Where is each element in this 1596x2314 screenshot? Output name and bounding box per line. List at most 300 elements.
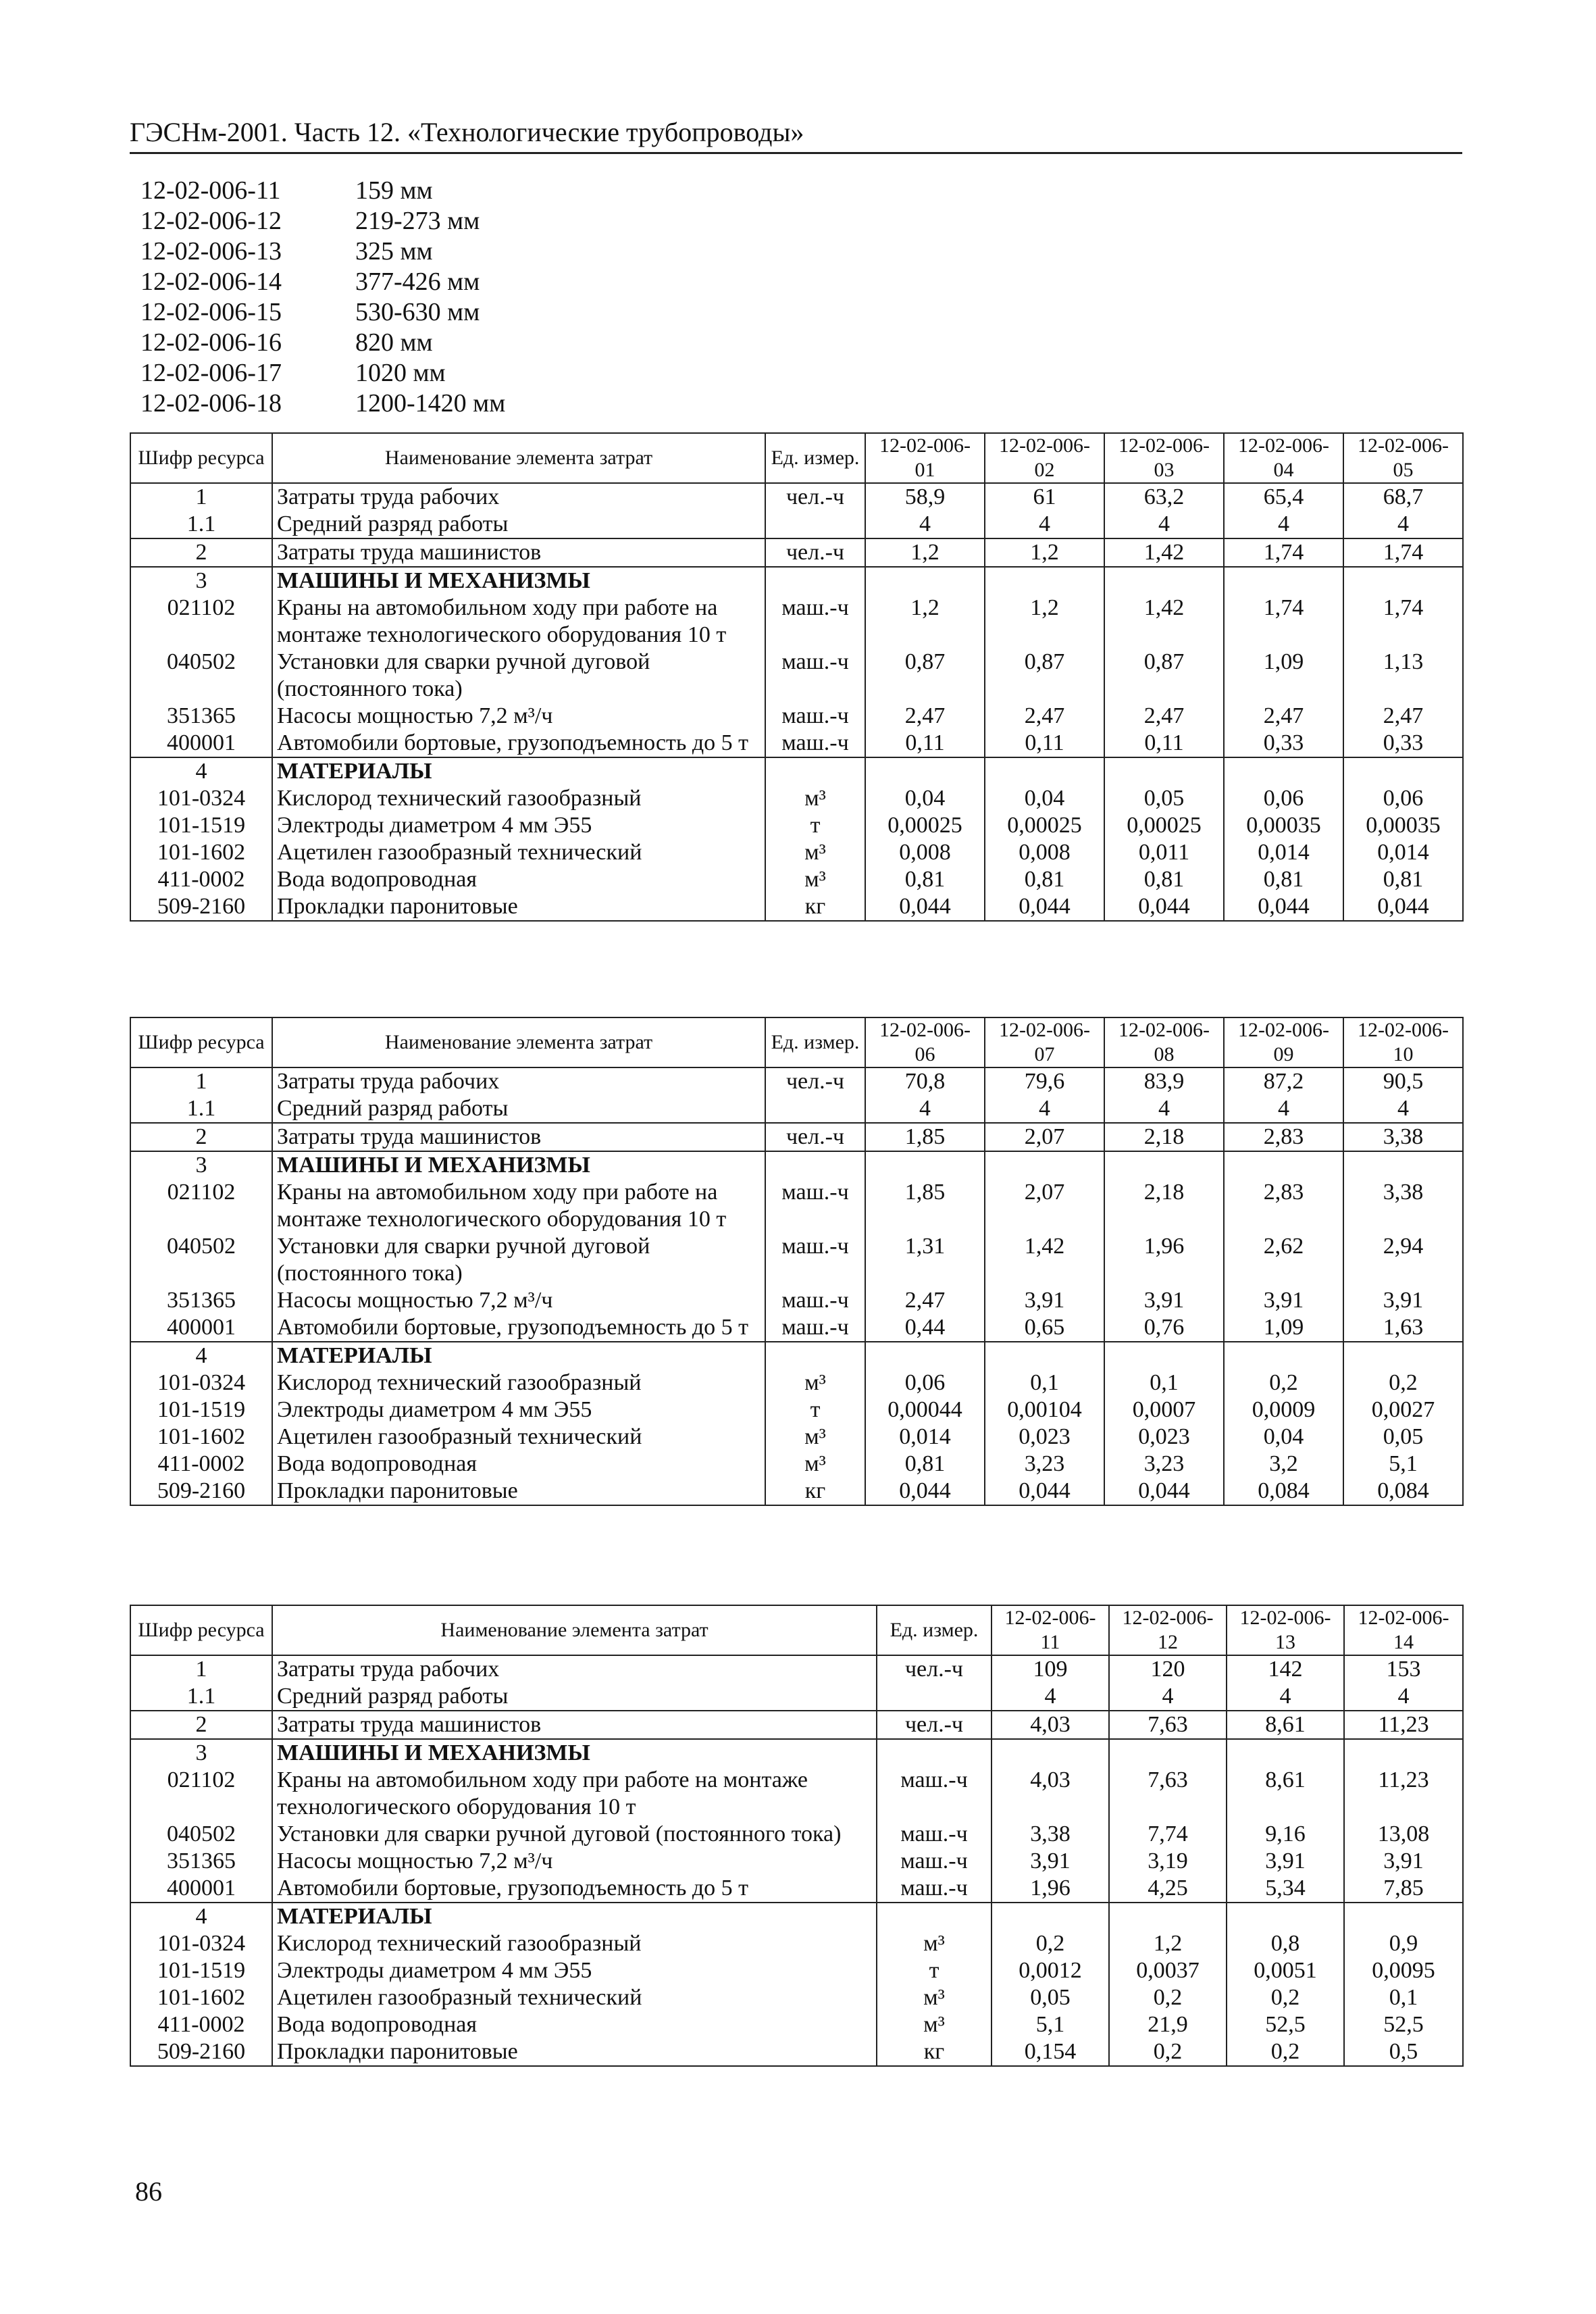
cost-element-name: Средний разряд работы	[272, 1683, 877, 1711]
resource-code: 1.1	[130, 1095, 272, 1123]
norm-value: 0,1	[985, 1369, 1104, 1397]
norm-value: 3,38	[992, 1821, 1109, 1848]
norm-value: 3,91	[1224, 1287, 1343, 1314]
norm-value: 0,87	[985, 649, 1104, 703]
code-list-code: 12-02-006-18	[140, 389, 282, 418]
norm-value: 0,05	[1343, 1424, 1463, 1451]
norm-value: 0,81	[1224, 866, 1343, 893]
resource-code: 101-1602	[130, 1984, 272, 2011]
resource-code: 351365	[130, 703, 272, 730]
unit: маш.-ч	[877, 1767, 992, 1821]
norm-value: 0,81	[985, 866, 1104, 893]
norm-value: 4	[1224, 1095, 1343, 1123]
page-number: 86	[135, 2176, 162, 2207]
norm-value: 4,03	[992, 1767, 1109, 1821]
norm-value: 0,00044	[865, 1397, 985, 1424]
resource-code: 1.1	[130, 1683, 272, 1711]
norm-value: 58,9	[865, 483, 985, 511]
norm-value: 0,81	[865, 1451, 985, 1478]
code-list-code: 12-02-006-12	[140, 207, 282, 235]
norm-value: 0,87	[1104, 649, 1224, 703]
header-unit: Ед. измер.	[877, 1605, 992, 1655]
cost-element-name: МАШИНЫ И МЕХАНИЗМЫ	[272, 567, 765, 595]
norm-value: 0,014	[1224, 839, 1343, 866]
table-row	[130, 1655, 1463, 1683]
cost-element-name: Автомобили бортовые, грузоподъемность до 5 т	[272, 1314, 765, 1342]
norm-value: 0,9	[1344, 1930, 1463, 1957]
norm-value: 153	[1344, 1655, 1463, 1683]
unit: м³	[765, 839, 865, 866]
table-row	[130, 757, 1463, 785]
resource-code: 509-2160	[130, 1478, 272, 1505]
norm-value: 0,2	[1343, 1369, 1463, 1397]
norm-value: 0,044	[865, 1478, 985, 1505]
table-row	[130, 1683, 1463, 1711]
norm-value: 0,1	[1104, 1369, 1224, 1397]
norm-value: 2,07	[985, 1123, 1104, 1151]
cost-element-name: Электроды диаметром 4 мм Э55	[272, 812, 765, 839]
resource-code: 4	[130, 1342, 272, 1369]
cost-element-name: Ацетилен газообразный технический	[272, 1424, 765, 1451]
cost-element-name: Прокладки паронитовые	[272, 893, 765, 921]
norm-value: 0,2	[1227, 2038, 1344, 2066]
resource-code: 021102	[130, 1767, 272, 1821]
norm-value: 0,044	[865, 893, 985, 921]
norm-value: 0,008	[865, 839, 985, 866]
norm-value: 1,63	[1343, 1314, 1463, 1342]
norm-table-2	[130, 1017, 1464, 1506]
norm-value: 8,61	[1227, 1767, 1344, 1821]
resource-code: 3	[130, 1151, 272, 1179]
norm-value: 0,11	[985, 730, 1104, 757]
norm-value: 4,25	[1109, 1875, 1227, 1903]
cost-element-name: МАТЕРИАЛЫ	[272, 1903, 877, 1930]
norm-value: 0,5	[1344, 2038, 1463, 2066]
norm-value: 0,00035	[1224, 812, 1343, 839]
code-list-row	[140, 236, 505, 267]
unit: маш.-ч	[765, 1314, 865, 1342]
resource-code: 2	[130, 1123, 272, 1151]
norm-value: 1,74	[1343, 538, 1463, 567]
norm-value	[1343, 1151, 1463, 1179]
norm-value: 3,38	[1343, 1179, 1463, 1233]
table-row	[130, 2011, 1463, 2038]
resource-code: 2	[130, 538, 272, 567]
norm-value: 0,014	[865, 1424, 985, 1451]
cost-element-name: Прокладки паронитовые	[272, 1478, 765, 1505]
code-list-row	[140, 358, 505, 388]
unit: маш.-ч	[765, 703, 865, 730]
norm-value: 0,0007	[1104, 1397, 1224, 1424]
norm-value: 1,42	[985, 1233, 1104, 1287]
norm-value	[1104, 1151, 1224, 1179]
norm-table-3	[130, 1605, 1464, 2067]
table-row	[130, 1067, 1463, 1095]
norm-value: 0,084	[1224, 1478, 1343, 1505]
norm-value: 0,11	[865, 730, 985, 757]
table-row	[130, 595, 1463, 649]
unit: м³	[765, 1451, 865, 1478]
unit: м³	[877, 1930, 992, 1957]
norm-value: 2,94	[1343, 1233, 1463, 1287]
norm-value: 0,2	[1224, 1369, 1343, 1397]
norm-value: 1,96	[992, 1875, 1109, 1903]
norm-value: 0,06	[1224, 785, 1343, 812]
table-row	[130, 1875, 1463, 1903]
norm-value	[865, 1151, 985, 1179]
cost-element-name: Кислород технический газообразный	[272, 1930, 877, 1957]
cost-element-name: Ацетилен газообразный технический	[272, 839, 765, 866]
page-header: ГЭСНм-2001. Часть 12. «Технологические трубопроводы»	[130, 116, 1462, 154]
table-header-row	[130, 1605, 1463, 1655]
cost-element-name: Затраты труда машинистов	[272, 1123, 765, 1151]
table-row	[130, 1478, 1463, 1505]
resource-code: 400001	[130, 1314, 272, 1342]
unit: м³	[765, 1369, 865, 1397]
resource-code: 101-0324	[130, 1930, 272, 1957]
norm-value: 1,2	[985, 595, 1104, 649]
unit: маш.-ч	[765, 595, 865, 649]
resource-code: 101-1519	[130, 1397, 272, 1424]
resource-code: 509-2160	[130, 2038, 272, 2066]
norm-value: 2,83	[1224, 1179, 1343, 1233]
unit: кг	[765, 1478, 865, 1505]
cost-element-name: Насосы мощностью 7,2 м³/ч	[272, 1287, 765, 1314]
cost-element-name: Средний разряд работы	[272, 511, 765, 538]
table-row	[130, 703, 1463, 730]
norm-value: 0,00025	[985, 812, 1104, 839]
unit	[765, 1095, 865, 1123]
norm-value	[1344, 1903, 1463, 1930]
unit: м³	[877, 1984, 992, 2011]
norm-value: 0,044	[1104, 1478, 1224, 1505]
cost-element-name: Установки для сварки ручной дуговой (постоянного тока)	[272, 1233, 765, 1287]
norm-value: 142	[1227, 1655, 1344, 1683]
resource-code: 101-1602	[130, 839, 272, 866]
cost-element-name: Краны на автомобильном ходу при работе на монтаже технологического оборудования 10 т	[272, 1179, 765, 1233]
norm-value: 0,00035	[1343, 812, 1463, 839]
cost-element-name: Затраты труда машинистов	[272, 1711, 877, 1739]
norm-value: 4	[1343, 1095, 1463, 1123]
header-unit: Ед. измер.	[765, 433, 865, 483]
table-row	[130, 567, 1463, 595]
table-row	[130, 1314, 1463, 1342]
table-row	[130, 1451, 1463, 1478]
table-row	[130, 1984, 1463, 2011]
unit	[877, 1683, 992, 1711]
norm-code-list	[140, 176, 505, 419]
norm-value: 5,1	[992, 2011, 1109, 2038]
norm-value: 2,47	[1343, 703, 1463, 730]
table-row	[130, 1095, 1463, 1123]
norm-value: 7,74	[1109, 1821, 1227, 1848]
norm-value: 3,91	[1104, 1287, 1224, 1314]
norm-value: 1,42	[1104, 538, 1224, 567]
norm-value	[1343, 567, 1463, 595]
norm-value: 1,13	[1343, 649, 1463, 703]
table-row	[130, 511, 1463, 538]
unit	[765, 567, 865, 595]
resource-code: 4	[130, 1903, 272, 1930]
norm-value	[1344, 1739, 1463, 1767]
cost-element-name: Прокладки паронитовые	[272, 2038, 877, 2066]
resource-code: 351365	[130, 1287, 272, 1314]
norm-value	[1224, 1342, 1343, 1369]
code-list-row	[140, 267, 505, 297]
norm-value: 0,084	[1343, 1478, 1463, 1505]
table-row	[130, 1739, 1463, 1767]
cost-element-name: Электроды диаметром 4 мм Э55	[272, 1397, 765, 1424]
norm-value	[1343, 1342, 1463, 1369]
norm-value: 7,85	[1344, 1875, 1463, 1903]
norm-value	[1224, 757, 1343, 785]
table-row	[130, 1424, 1463, 1451]
norm-value: 0,0037	[1109, 1957, 1227, 1984]
table-row	[130, 1123, 1463, 1151]
code-list-row	[140, 297, 505, 328]
table-row	[130, 1903, 1463, 1930]
norm-value: 0,76	[1104, 1314, 1224, 1342]
norm-value: 2,83	[1224, 1123, 1343, 1151]
norm-value: 0,0095	[1344, 1957, 1463, 1984]
norm-value: 5,34	[1227, 1875, 1344, 1903]
table-row	[130, 812, 1463, 839]
norm-value: 1,09	[1224, 1314, 1343, 1342]
norm-value: 11,23	[1344, 1711, 1463, 1739]
code-list-row	[140, 388, 505, 419]
norm-value: 9,16	[1227, 1821, 1344, 1848]
resource-code: 509-2160	[130, 893, 272, 921]
cost-element-name: МАШИНЫ И МЕХАНИЗМЫ	[272, 1739, 877, 1767]
resource-code: 3	[130, 1739, 272, 1767]
code-list-row	[140, 176, 505, 206]
resource-code: 411-0002	[130, 866, 272, 893]
cost-element-name: МАШИНЫ И МЕХАНИЗМЫ	[272, 1151, 765, 1179]
norm-value: 2,18	[1104, 1123, 1224, 1151]
norm-value	[985, 757, 1104, 785]
norm-value: 0,11	[1104, 730, 1224, 757]
norm-value: 8,61	[1227, 1711, 1344, 1739]
cost-element-name: Кислород технический газообразный	[272, 785, 765, 812]
header-code: Шифр ресурса	[130, 1605, 272, 1655]
cost-element-name: Автомобили бортовые, грузоподъемность до 5 т	[272, 1875, 877, 1903]
norm-value: 2,47	[1104, 703, 1224, 730]
norm-value: 13,08	[1344, 1821, 1463, 1848]
unit: маш.-ч	[877, 1821, 992, 1848]
norm-value: 52,5	[1344, 2011, 1463, 2038]
unit: чел.-ч	[877, 1711, 992, 1739]
resource-code: 1	[130, 483, 272, 511]
cost-element-name: Электроды диаметром 4 мм Э55	[272, 1957, 877, 1984]
norm-value	[1227, 1903, 1344, 1930]
table-row	[130, 1957, 1463, 1984]
table-row	[130, 1767, 1463, 1821]
norm-value: 4	[865, 511, 985, 538]
cost-element-name: Затраты труда машинистов	[272, 538, 765, 567]
norm-value: 90,5	[1343, 1067, 1463, 1095]
cost-element-name: Вода водопроводная	[272, 2011, 877, 2038]
header-name: Наименование элемента затрат	[272, 433, 765, 483]
header-norm-code: 12-02-006-14	[1344, 1605, 1463, 1655]
unit: чел.-ч	[765, 1123, 865, 1151]
code-list-size: 530-630 мм	[355, 298, 480, 326]
norm-value: 83,9	[1104, 1067, 1224, 1095]
resource-code: 101-1519	[130, 1957, 272, 1984]
norm-value: 3,91	[1227, 1848, 1344, 1875]
norm-value: 0,011	[1104, 839, 1224, 866]
unit: т	[877, 1957, 992, 1984]
norm-value: 0,04	[1224, 1424, 1343, 1451]
unit	[877, 1903, 992, 1930]
norm-value: 3,91	[985, 1287, 1104, 1314]
table-row	[130, 1711, 1463, 1739]
norm-value: 2,62	[1224, 1233, 1343, 1287]
norm-value: 0,06	[865, 1369, 985, 1397]
header-norm-code: 12-02-006-02	[985, 433, 1104, 483]
code-list-size: 377-426 мм	[355, 268, 480, 296]
unit: т	[765, 1397, 865, 1424]
norm-value: 2,47	[865, 703, 985, 730]
norm-value: 21,9	[1109, 2011, 1227, 2038]
norm-value: 0,06	[1343, 785, 1463, 812]
norm-value: 1,85	[865, 1179, 985, 1233]
norm-value: 52,5	[1227, 2011, 1344, 2038]
norm-value: 0,8	[1227, 1930, 1344, 1957]
unit: м³	[765, 866, 865, 893]
norm-value: 0,2	[1109, 1984, 1227, 2011]
resource-code: 021102	[130, 1179, 272, 1233]
norm-value	[1104, 757, 1224, 785]
unit: чел.-ч	[765, 538, 865, 567]
norm-value	[865, 757, 985, 785]
norm-value	[865, 1342, 985, 1369]
resource-code: 040502	[130, 649, 272, 703]
norm-value: 0,1	[1344, 1984, 1463, 2011]
norm-value: 109	[992, 1655, 1109, 1683]
norm-value: 0,2	[1227, 1984, 1344, 2011]
norm-value: 4	[1227, 1683, 1344, 1711]
code-list-code: 12-02-006-17	[140, 359, 282, 387]
norm-value: 0,81	[1104, 866, 1224, 893]
resource-code: 351365	[130, 1848, 272, 1875]
norm-value: 3,23	[985, 1451, 1104, 1478]
norm-value: 4	[1343, 511, 1463, 538]
table-row	[130, 730, 1463, 757]
unit: маш.-ч	[765, 730, 865, 757]
norm-value	[1104, 567, 1224, 595]
norm-value: 0,154	[992, 2038, 1109, 2066]
table-row	[130, 1848, 1463, 1875]
norm-value: 0,008	[985, 839, 1104, 866]
norm-value: 2,47	[1224, 703, 1343, 730]
header-norm-code: 12-02-006-13	[1227, 1605, 1344, 1655]
resource-code: 411-0002	[130, 1451, 272, 1478]
table-row	[130, 649, 1463, 703]
resource-code: 1	[130, 1655, 272, 1683]
norm-value: 4	[865, 1095, 985, 1123]
header-norm-code: 12-02-006-07	[985, 1017, 1104, 1067]
norm-value: 2,18	[1104, 1179, 1224, 1233]
unit: м³	[877, 2011, 992, 2038]
unit: м³	[765, 1424, 865, 1451]
norm-value: 2,47	[865, 1287, 985, 1314]
norm-value: 4	[1224, 511, 1343, 538]
resource-code: 400001	[130, 730, 272, 757]
cost-element-name: Затраты труда рабочих	[272, 1067, 765, 1095]
code-list-size: 219-273 мм	[355, 207, 480, 235]
norm-value: 120	[1109, 1655, 1227, 1683]
unit: чел.-ч	[877, 1655, 992, 1683]
norm-value: 0,044	[1343, 893, 1463, 921]
resource-code: 400001	[130, 1875, 272, 1903]
unit: кг	[765, 893, 865, 921]
norm-value: 61	[985, 483, 1104, 511]
norm-value: 1,31	[865, 1233, 985, 1287]
table-header-row	[130, 433, 1463, 483]
cost-element-name: Краны на автомобильном ходу при работе на монтаже технологического оборудования 10 т	[272, 1767, 877, 1821]
unit	[765, 757, 865, 785]
norm-value: 1,09	[1224, 649, 1343, 703]
norm-value	[992, 1903, 1109, 1930]
header-norm-code: 12-02-006-01	[865, 433, 985, 483]
table-header-row	[130, 1017, 1463, 1067]
norm-value: 0,044	[1224, 893, 1343, 921]
header-norm-code: 12-02-006-08	[1104, 1017, 1224, 1067]
norm-value: 4	[1104, 511, 1224, 538]
table-row	[130, 785, 1463, 812]
norm-value: 79,6	[985, 1067, 1104, 1095]
cost-element-name: Вода водопроводная	[272, 866, 765, 893]
norm-value: 3,23	[1104, 1451, 1224, 1478]
header-norm-code: 12-02-006-11	[992, 1605, 1109, 1655]
norm-value: 63,2	[1104, 483, 1224, 511]
resource-code: 101-1602	[130, 1424, 272, 1451]
resource-code: 1	[130, 1067, 272, 1095]
norm-value: 87,2	[1224, 1067, 1343, 1095]
table-row	[130, 1342, 1463, 1369]
norm-value: 0,81	[865, 866, 985, 893]
header-norm-code: 12-02-006-06	[865, 1017, 985, 1067]
norm-value: 0,00104	[985, 1397, 1104, 1424]
code-list-size: 159 мм	[355, 176, 433, 205]
norm-value: 1,96	[1104, 1233, 1224, 1287]
norm-value: 0,014	[1343, 839, 1463, 866]
header-code: Шифр ресурса	[130, 433, 272, 483]
norm-value: 3,19	[1109, 1848, 1227, 1875]
unit	[765, 1342, 865, 1369]
cost-element-name: Насосы мощностью 7,2 м³/ч	[272, 703, 765, 730]
norm-value: 0,05	[1104, 785, 1224, 812]
norm-value: 1,42	[1104, 595, 1224, 649]
norm-value	[992, 1739, 1109, 1767]
cost-element-name: Вода водопроводная	[272, 1451, 765, 1478]
unit: маш.-ч	[877, 1875, 992, 1903]
table-row	[130, 2038, 1463, 2066]
resource-code: 101-0324	[130, 785, 272, 812]
table-row	[130, 1930, 1463, 1957]
norm-value: 4,03	[992, 1711, 1109, 1739]
resource-code: 1.1	[130, 511, 272, 538]
header-norm-code: 12-02-006-04	[1224, 433, 1343, 483]
norm-value	[1227, 1739, 1344, 1767]
norm-value: 68,7	[1343, 483, 1463, 511]
norm-value	[1343, 757, 1463, 785]
norm-value: 0,0009	[1224, 1397, 1343, 1424]
norm-value: 0,0012	[992, 1957, 1109, 1984]
norm-value: 0,044	[985, 893, 1104, 921]
norm-value: 0,2	[992, 1930, 1109, 1957]
norm-value: 4	[985, 1095, 1104, 1123]
